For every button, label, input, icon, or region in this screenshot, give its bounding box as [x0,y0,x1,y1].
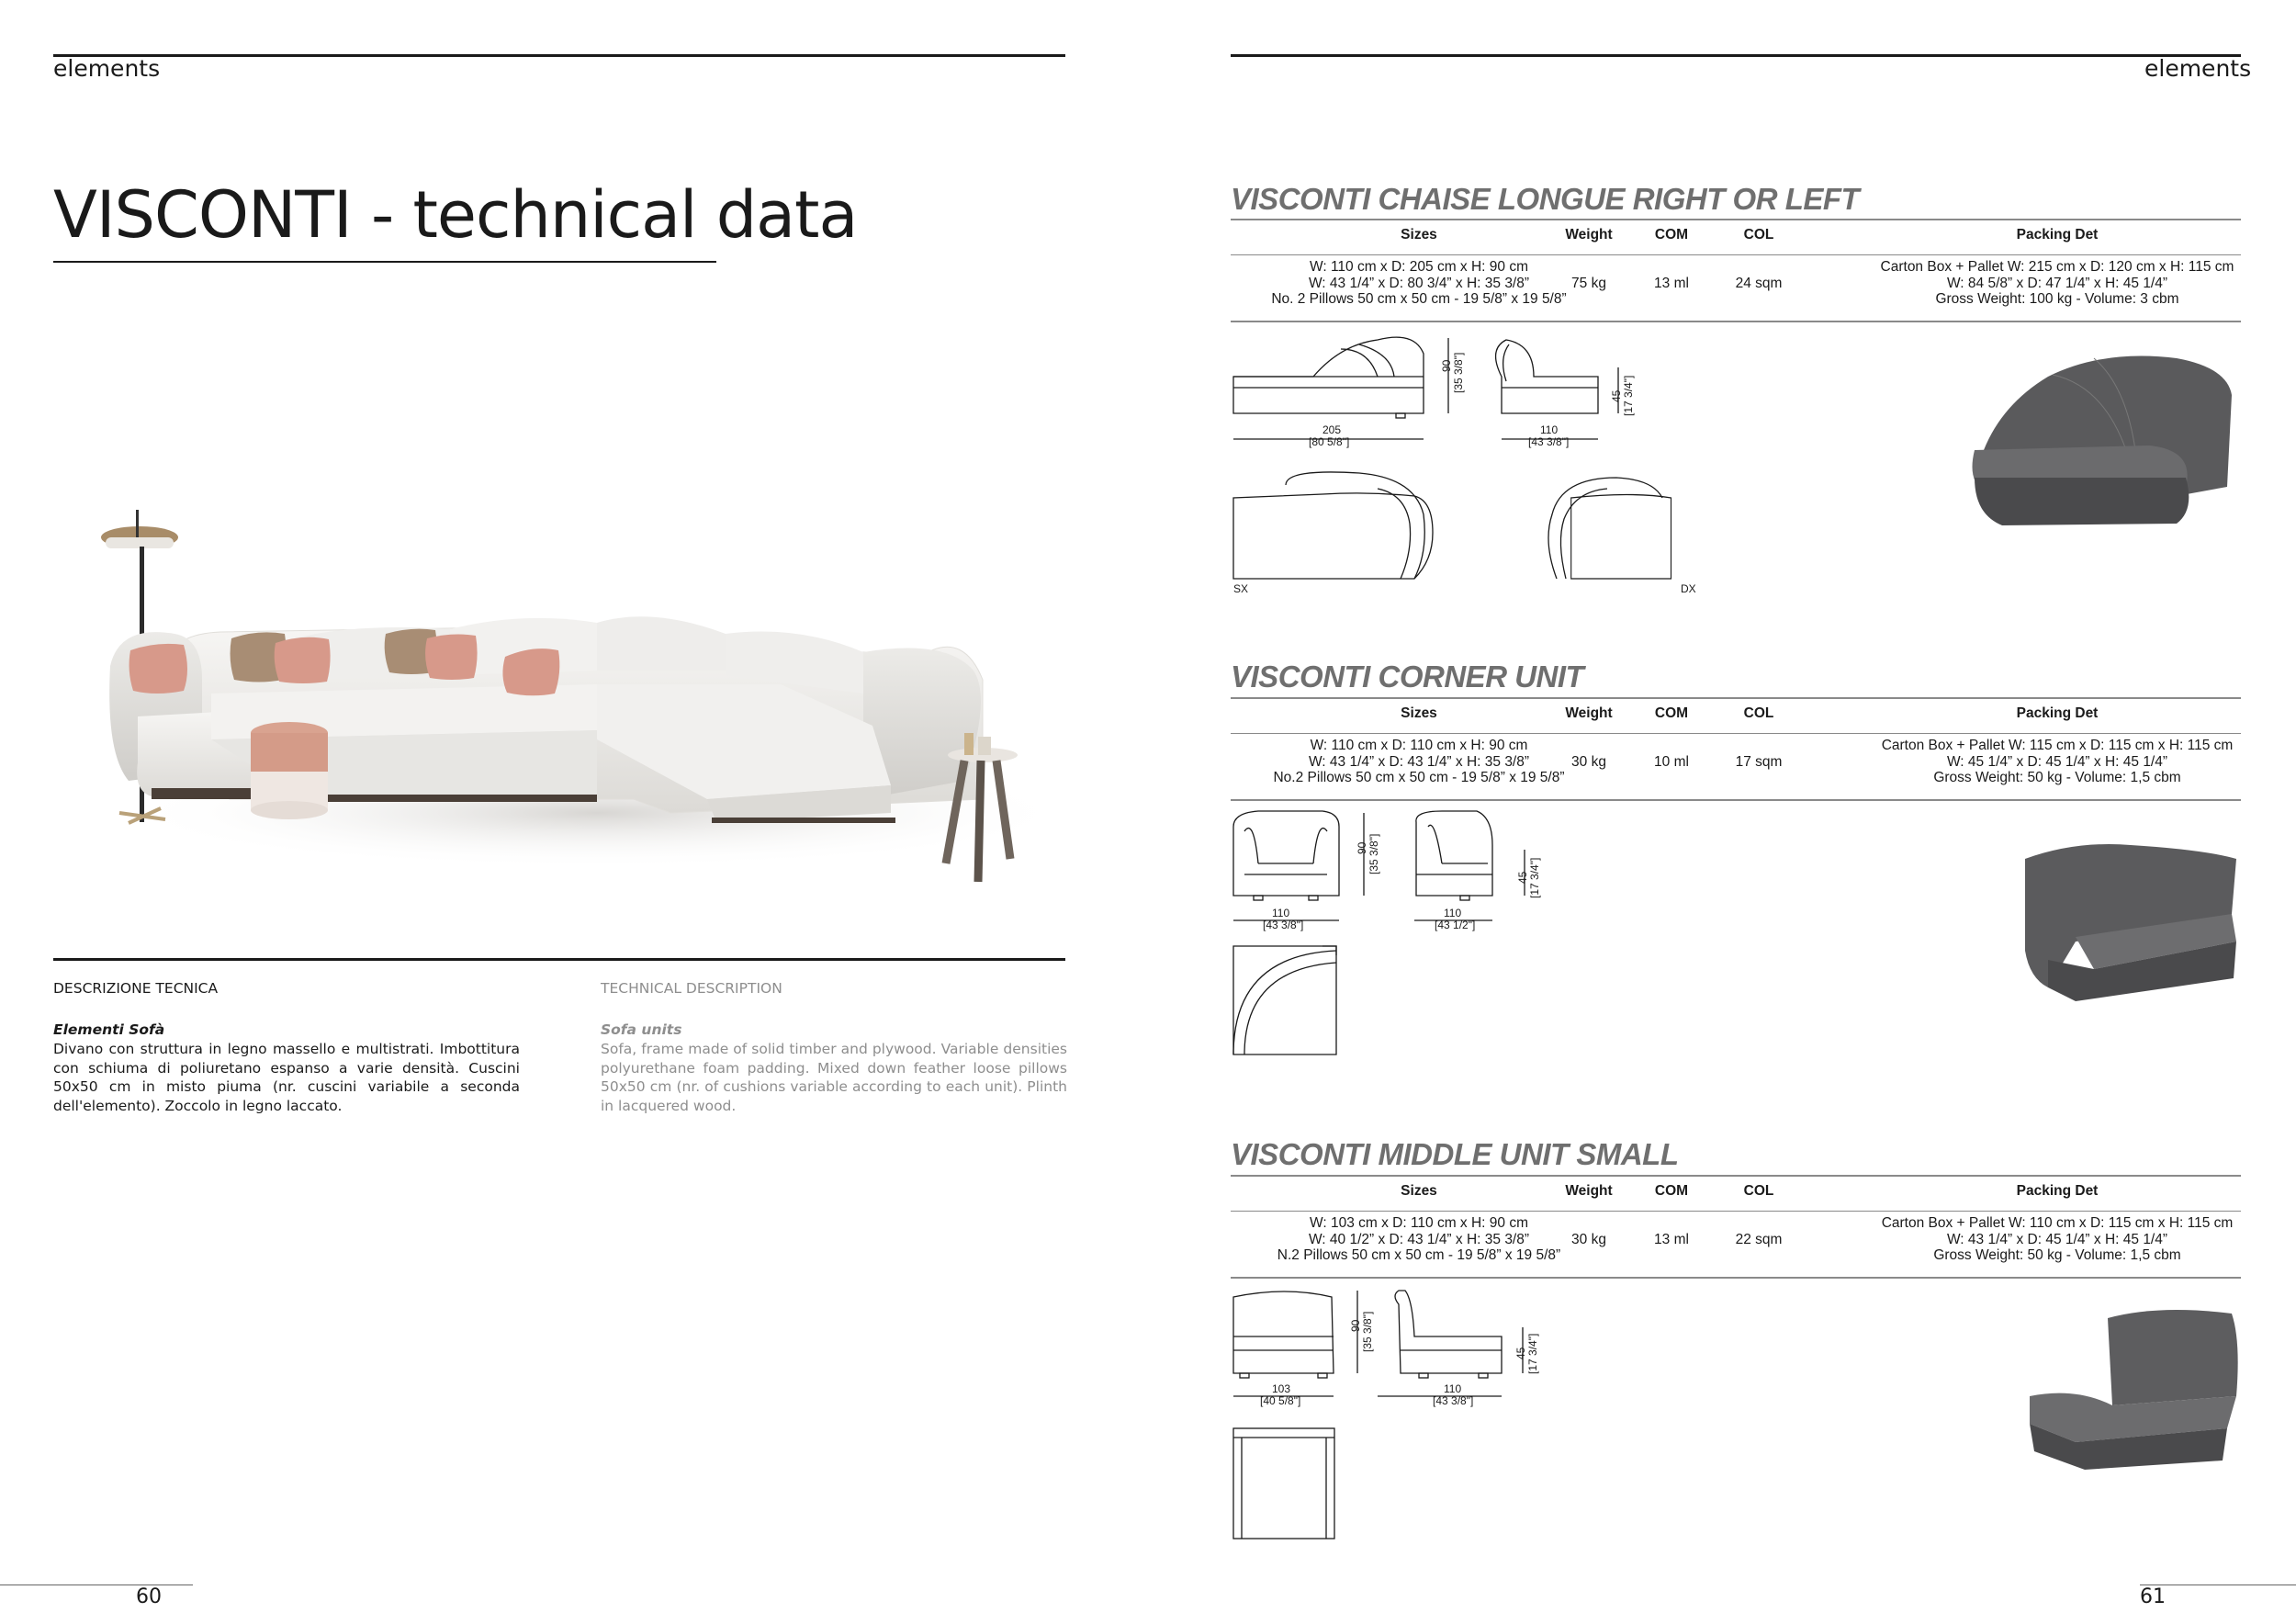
corner-side-w: 110 [1444,907,1462,919]
cell-col: 22 sqm [1735,1232,1783,1247]
middle-height-in: [35 3/8"] [1361,1311,1374,1352]
corner-technical-drawings [1231,808,1561,1056]
page-title: VISCONTI - technical data [53,177,858,253]
right-header-rule [1231,54,2241,57]
size-line: W: 110 cm x D: 205 cm x H: 90 cm [1309,259,1529,275]
cell-col: 24 sqm [1735,276,1783,291]
col-col: COL [1743,705,1774,721]
size-line: No. 2 Pillows 50 cm x 50 cm - 19 5/8” x 19 5/8” [1271,291,1567,307]
table-bottom-rule [1231,321,2241,322]
description-english [601,979,1067,1115]
table-header-row [1231,219,2241,254]
corner-front-w: 110 [1272,907,1290,919]
size-line: W: 103 cm x D: 110 cm x H: 90 cm [1309,1215,1529,1231]
size-line: W: 43 1/4” x D: 80 3/4” x H: 35 3/8” [1308,275,1530,291]
sofa-product-photo [83,496,1056,900]
col-com: COM [1654,227,1689,242]
corner-seat-in: [17 3/4"] [1528,857,1541,898]
table-mid-rule [1231,254,2241,255]
col-com: COM [1654,1183,1689,1199]
table-row [1231,259,2241,320]
packing-line: Carton Box + Pallet W: 115 cm x D: 115 cm x H: 115 cm [1881,738,2234,753]
packing-line: Carton Box + Pallet W: 110 cm x D: 115 cm x H: 115 cm [1881,1215,2234,1231]
left-header-rule [53,54,1065,57]
table-mid-rule [1231,733,2241,734]
size-line: W: 40 1/2” x D: 43 1/4” x H: 35 3/8” [1308,1231,1530,1247]
col-sizes: Sizes [1401,227,1437,242]
col-packing: Packing Det [2016,227,2099,242]
chaise-front-w: 205 [1322,423,1342,436]
desc-it-heading: DESCRIZIONE TECNICA [53,980,219,997]
size-line: N.2 Pillows 50 cm x 50 cm - 19 5/8” x 19 5/8” [1277,1247,1561,1263]
table-header-row [1231,697,2241,732]
section-title-chaise: VISCONTI CHAISE LONGUE RIGHT OR LEFT [1231,182,1860,216]
spec-table-middle [1231,1175,2241,1280]
chaise-front-w-in: [80 5/8"] [1309,435,1350,448]
desc-it-subheading: Elementi Sofà [53,1021,165,1038]
col-weight: Weight [1565,227,1613,242]
middle-seat-in: [17 3/4"] [1526,1333,1539,1374]
chaise-technical-drawings [1231,331,1708,606]
left-header-label: elements [53,55,161,82]
cell-weight: 75 kg [1571,276,1606,291]
col-sizes: Sizes [1401,705,1437,721]
right-header-label: elements [2144,55,2252,82]
cell-com: 13 ml [1654,276,1689,291]
packing-line: Gross Weight: 50 kg - Volume: 1,5 cbm [1933,1247,2181,1263]
middle-side-w: 110 [1444,1382,1462,1395]
col-sizes: Sizes [1401,1183,1437,1199]
size-line: No.2 Pillows 50 cm x 50 cm - 19 5/8” x 19 5/8” [1273,770,1565,785]
spec-table-corner [1231,697,2241,803]
middle-technical-drawings [1231,1286,1561,1543]
middle-front-w-in: [40 5/8"] [1260,1394,1301,1407]
chaise-dx-label: DX [1681,582,1696,595]
chaise-seat-in: [17 3/4"] [1622,375,1635,416]
chaise-seat: 45 [1610,389,1623,402]
packing-line: Gross Weight: 100 kg - Volume: 3 cbm [1935,291,2179,307]
corner-height: 90 [1356,841,1368,854]
cell-com: 13 ml [1654,1232,1689,1247]
packing-line: Carton Box + Pallet W: 215 cm x D: 120 cm x H: 115 cm [1880,259,2234,275]
cell-com: 10 ml [1654,754,1689,770]
table-header-row [1231,1175,2241,1210]
desc-en-heading: TECHNICAL DESCRIPTION [601,980,782,997]
col-com: COM [1654,705,1689,721]
chaise-product-render [1965,349,2241,533]
cell-weight: 30 kg [1571,754,1606,770]
col-weight: Weight [1565,1183,1613,1199]
col-col: COL [1743,227,1774,242]
col-packing: Packing Det [2016,1183,2099,1199]
description-italian [53,979,520,1115]
cell-packing [1818,259,2296,308]
size-line: W: 110 cm x D: 110 cm x H: 90 cm [1310,738,1528,753]
middle-front-w: 103 [1272,1382,1291,1395]
table-mid-rule [1231,1211,2241,1212]
cell-packing [1818,738,2296,786]
corner-seat: 45 [1516,871,1529,884]
desc-en-body: Sofa, frame made of solid timber and plywood. Variable densities polyurethane foam padding. Mixed down feather loose pillows 50x50 cm (nr. of cushions variable according to each unit). Plinth in lacquered wood. [601,1041,1067,1114]
middle-side-w-in: [43 3/8"] [1433,1394,1474,1407]
cell-col: 17 sqm [1735,754,1783,770]
chaise-height: 90 [1440,359,1453,372]
table-row [1231,738,2241,798]
packing-line: W: 84 5/8” x D: 47 1/4” x H: 45 1/4” [1946,275,2168,291]
size-line: W: 43 1/4” x D: 43 1/4” x H: 35 3/8” [1308,753,1530,770]
table-bottom-rule [1231,799,2241,801]
packing-line: W: 45 1/4” x D: 45 1/4” x H: 45 1/4” [1946,753,2168,770]
corner-height-in: [35 3/8"] [1367,833,1380,874]
middle-product-render [2020,1304,2241,1470]
section-title-middle: VISCONTI MIDDLE UNIT SMALL [1231,1137,1679,1171]
chaise-sx-label: SX [1233,582,1249,595]
right-page-number: 61 [2140,1585,2166,1608]
spec-table-chaise [1231,219,2241,324]
section-title-corner: VISCONTI CORNER UNIT [1231,660,1584,694]
desc-en-subheading: Sofa units [601,1021,682,1038]
title-underline [53,261,716,263]
description-rule [53,958,1065,961]
middle-height: 90 [1349,1319,1362,1332]
chaise-height-in: [35 3/8"] [1452,352,1465,393]
middle-seat: 45 [1514,1347,1527,1359]
col-weight: Weight [1565,705,1613,721]
col-col: COL [1743,1183,1774,1199]
corner-front-w-in: [43 3/8"] [1263,919,1304,931]
table-row [1231,1215,2241,1276]
col-packing: Packing Det [2016,705,2099,721]
packing-line: W: 43 1/4” x D: 45 1/4” x H: 45 1/4” [1946,1231,2168,1247]
table-bottom-rule [1231,1277,2241,1279]
cell-packing [1818,1215,2296,1264]
packing-line: Gross Weight: 50 kg - Volume: 1,5 cbm [1933,770,2181,785]
left-page-number: 60 [136,1585,162,1608]
corner-side-w-in: [43 1/2"] [1435,919,1476,931]
chaise-side-w: 110 [1540,423,1559,436]
desc-it-body: Divano con struttura in legno massello e multistrati. Imbottitura con schiuma di poliuretano espanso a varie densità. Cuscini 50x50 cm in misto piuma (nr. cuscini variabile a seconda dell'elemento). Zoccolo in legno laccato. [53,1041,520,1114]
corner-product-render [2020,840,2241,1001]
cell-weight: 30 kg [1571,1232,1606,1247]
chaise-side-w-in: [43 3/8"] [1528,435,1570,448]
